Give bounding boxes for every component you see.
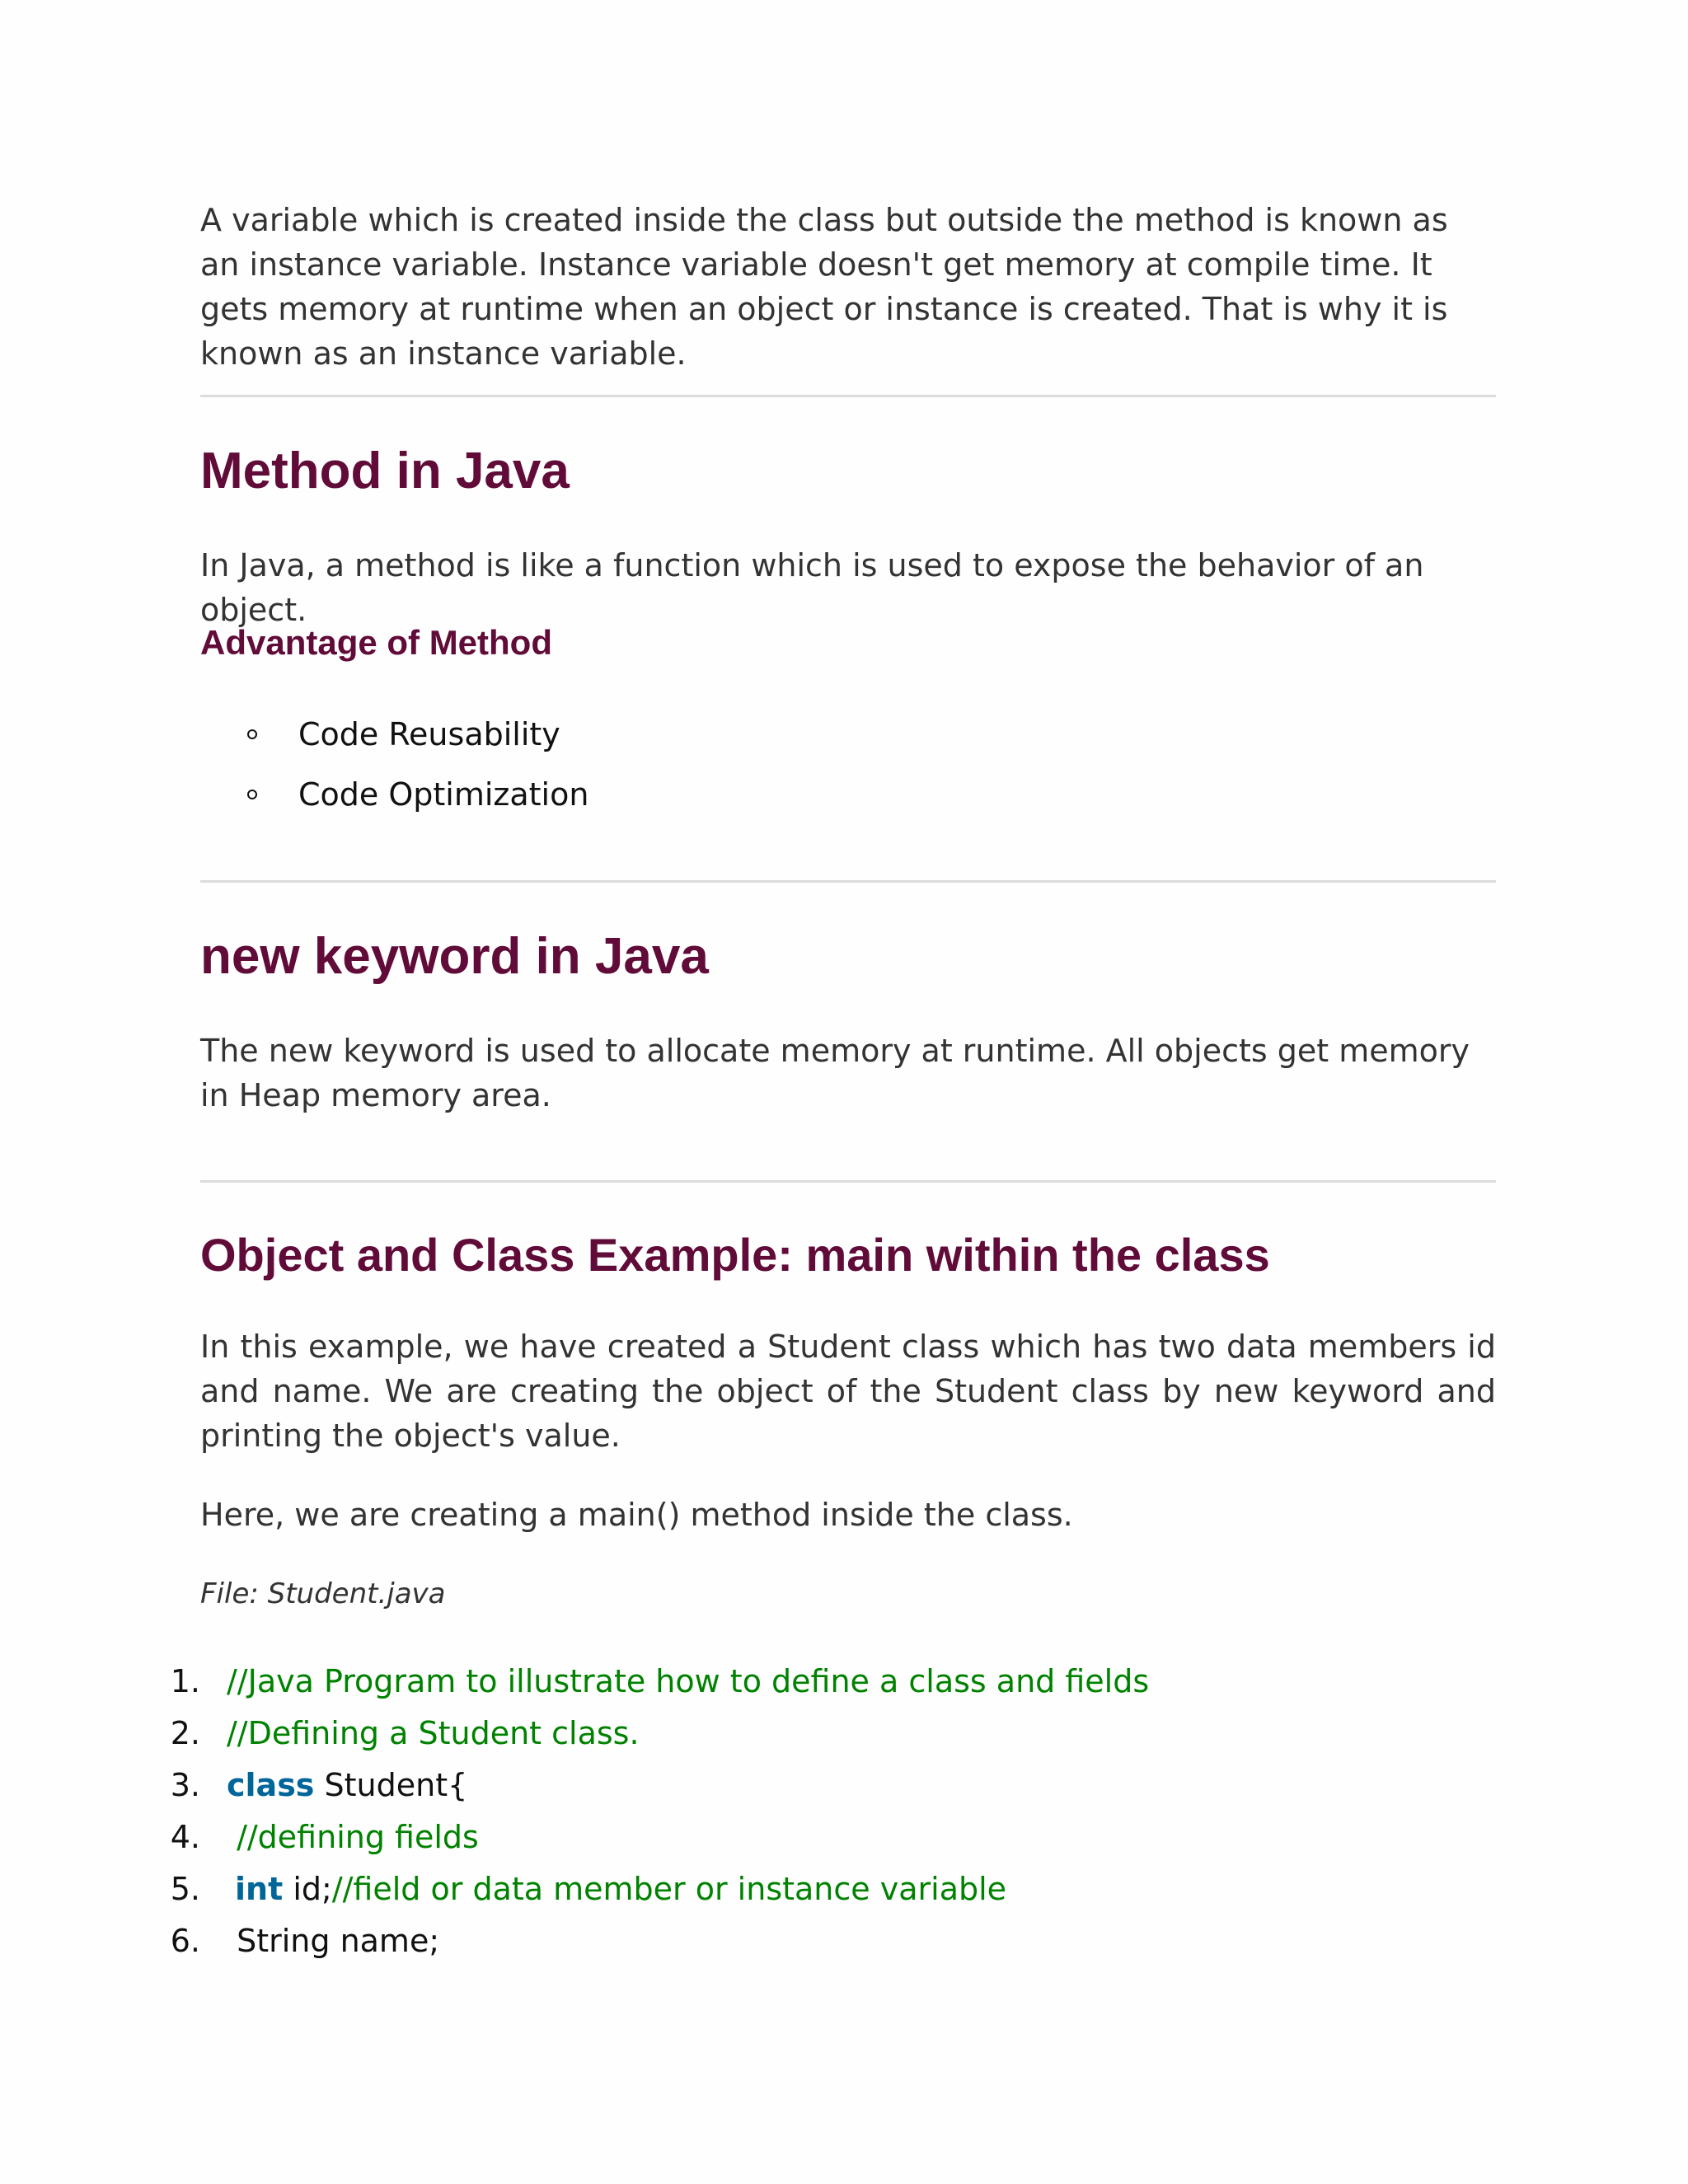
line-number: 6. xyxy=(170,1923,200,1959)
code-line xyxy=(140,1656,1149,1708)
code-line xyxy=(140,1863,1149,1915)
code-line xyxy=(140,1760,1149,1811)
method-heading: Method in Java xyxy=(200,443,570,499)
main-method-paragraph: Here, we are creating a main() method inside the class. xyxy=(200,1497,1073,1533)
example-heading: Object and Class Example: main within the class xyxy=(200,1229,1270,1281)
code-text: Student{ xyxy=(314,1767,468,1803)
line-number: 1. xyxy=(170,1663,200,1699)
code-comment: //Defining a Student class. xyxy=(227,1715,640,1751)
divider xyxy=(200,395,1496,397)
code-comment: //field or data member or instance variable xyxy=(331,1871,1007,1907)
hollow-circle-bullet-icon xyxy=(247,790,257,799)
new-keyword-paragraph: The new keyword is used to allocate memory at runtime. All objects get memory in Heap memory area. xyxy=(200,1033,1470,1113)
code-listing xyxy=(140,1656,1149,1967)
code-line xyxy=(140,1811,1149,1863)
code-line xyxy=(140,1708,1149,1760)
line-number: 5. xyxy=(170,1871,200,1907)
example-paragraph: In this example, we have created a Student class which has two data members id and name. We are creating the object of the Student class by new keyword and printing the object's value. xyxy=(200,1329,1496,1454)
advantage-list xyxy=(247,705,588,825)
code-line xyxy=(140,1915,1149,1967)
code-text: String name; xyxy=(227,1923,440,1959)
divider xyxy=(200,880,1496,883)
list-item: Code Optimization xyxy=(247,765,588,825)
list-item: Code Reusability xyxy=(247,705,588,765)
divider xyxy=(200,1180,1496,1183)
code-text: id; xyxy=(283,1871,332,1907)
line-number: 3. xyxy=(170,1767,200,1803)
new-keyword-heading: new keyword in Java xyxy=(200,928,709,985)
method-paragraph: In Java, a method is like a function which is used to expose the behavior of an object. xyxy=(200,547,1424,628)
advantage-subheading: Advantage of Method xyxy=(200,623,552,662)
code-comment: //Java Program to illustrate how to define a class and fields xyxy=(227,1663,1150,1699)
line-number: 2. xyxy=(170,1715,200,1751)
code-keyword: int xyxy=(235,1871,284,1907)
line-number: 4. xyxy=(170,1819,200,1855)
intro-paragraph: A variable which is created inside the class but outside the method is known as an instance variable. Instance variable doesn't get memory at compile time. It gets memory at runtime when an object or instance is created. That is why it is known as an instance variable. xyxy=(200,202,1448,372)
code-keyword: class xyxy=(227,1767,315,1803)
hollow-circle-bullet-icon xyxy=(247,729,257,739)
code-comment: //defining fields xyxy=(227,1819,479,1855)
file-label: File: Student.java xyxy=(200,1577,446,1610)
